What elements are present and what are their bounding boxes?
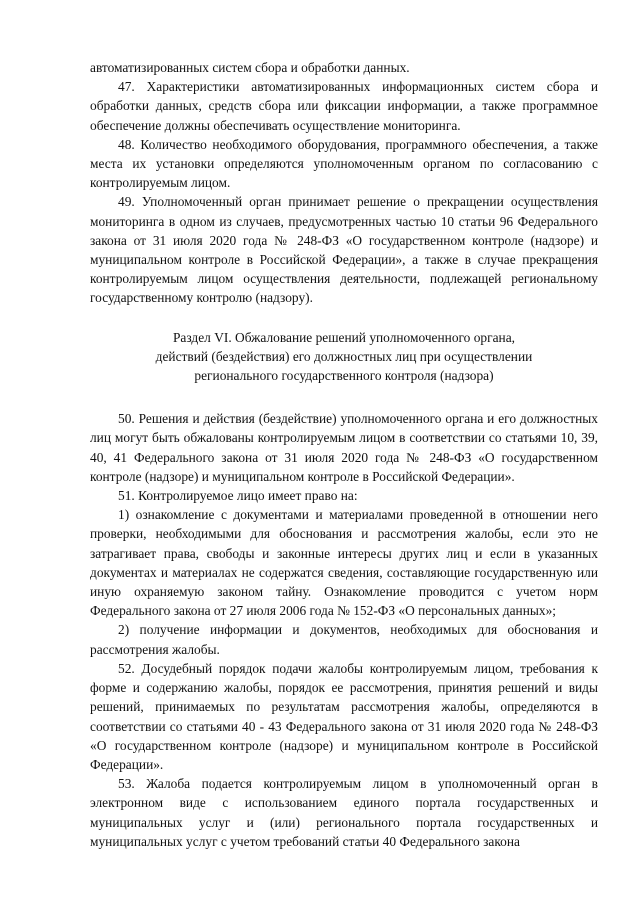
paragraph-50: 50. Решения и действия (бездействие) уполномоченного органа и его должностных лиц могут быть обжалованы контролируемым лицом в соответствии со статьями 10, 39, 40, 41 Федерального закона от 31 июля 2020 года № 248-ФЗ «О государственном контроле (надзоре) и муниципальном контроле в Российской Федерации». [90, 411, 598, 484]
section-heading-line-3: регионального государственного контроля (надзора) [194, 368, 494, 384]
paragraph-continuation: автоматизированных систем сбора и обработки данных. [90, 60, 410, 75]
section-heading [90, 328, 598, 386]
paragraph-49: 49. Уполномоченный орган принимает решение о прекращении осуществления мониторинга в одном из случаев, предусмотренных частью 10 статьи 96 Федерального закона от 31 июля 2020 года № 248-ФЗ «О государственном контроле (надзоре) и муниципальном контроле в Российской Федерации», а также в случае прекращения контролируемым лицом осуществления деятельности, подлежащей региональному государственному контролю (надзору). [90, 194, 598, 306]
paragraph-47: 47. Характеристики автоматизированных информационных систем сбора и обработки данных, средств сбора или фиксации информации, а также программное обеспечение должны обеспечивать осуществление мониторинга. [90, 79, 598, 133]
paragraph-52: 52. Досудебный порядок подачи жалобы контролируемым лицом, требования к форме и содержанию жалобы, порядок ее рассмотрения, принятия решений и виды решений, принимаемых по результатам рассмотрения жалобы, определяются в соответствии со статьями 40 - 43 Федерального закона от 31 июля 2020 года № 248-ФЗ «О государственном контроле (надзоре) и муниципальном контроле в Российской Федерации». [90, 660, 598, 772]
paragraph-48: 48. Количество необходимого оборудования, программного обеспечения, а также места их установки определяются уполномоченным органом по согласованию с контролируемым лицом. [90, 136, 598, 191]
paragraph-51-item-1: 1) ознакомление с документами и материалами проведенной в отношении него проверки, необходимыми для обоснования и рассмотрения жалобы, если это не затрагивает права, свободы и законные интересы других лиц и если в указанных документах и материалах не содержатся сведения, составляющие государственную или иную охраняемую законом тайну. Ознакомление проводится с учетом норм Федерального закона от 27 июля 2006 года № 152-ФЗ «О персональных данных»; [90, 507, 598, 619]
section-heading-line-1: Раздел VI. Обжалование решений уполномоченного органа, [172, 329, 516, 345]
document-page [90, 58, 598, 851]
paragraph-53: 53. Жалоба подается контролируемым лицом в уполномоченный орган в электронном виде с использованием единого портала государственных и муниципальных услуг и (или) регионального портала государственных и муниципальных услуг с учетом требований статьи 40 Федерального закона [90, 776, 598, 849]
section-heading-line-2: действий (бездействия) его должностных лиц при осуществлении [155, 348, 533, 364]
paragraph-51-item-2: 2) получение информации и документов, необходимых для обоснования и рассмотрения жалобы. [90, 622, 598, 657]
paragraph-51: 51. Контролируемое лицо имеет право на: [118, 488, 358, 504]
